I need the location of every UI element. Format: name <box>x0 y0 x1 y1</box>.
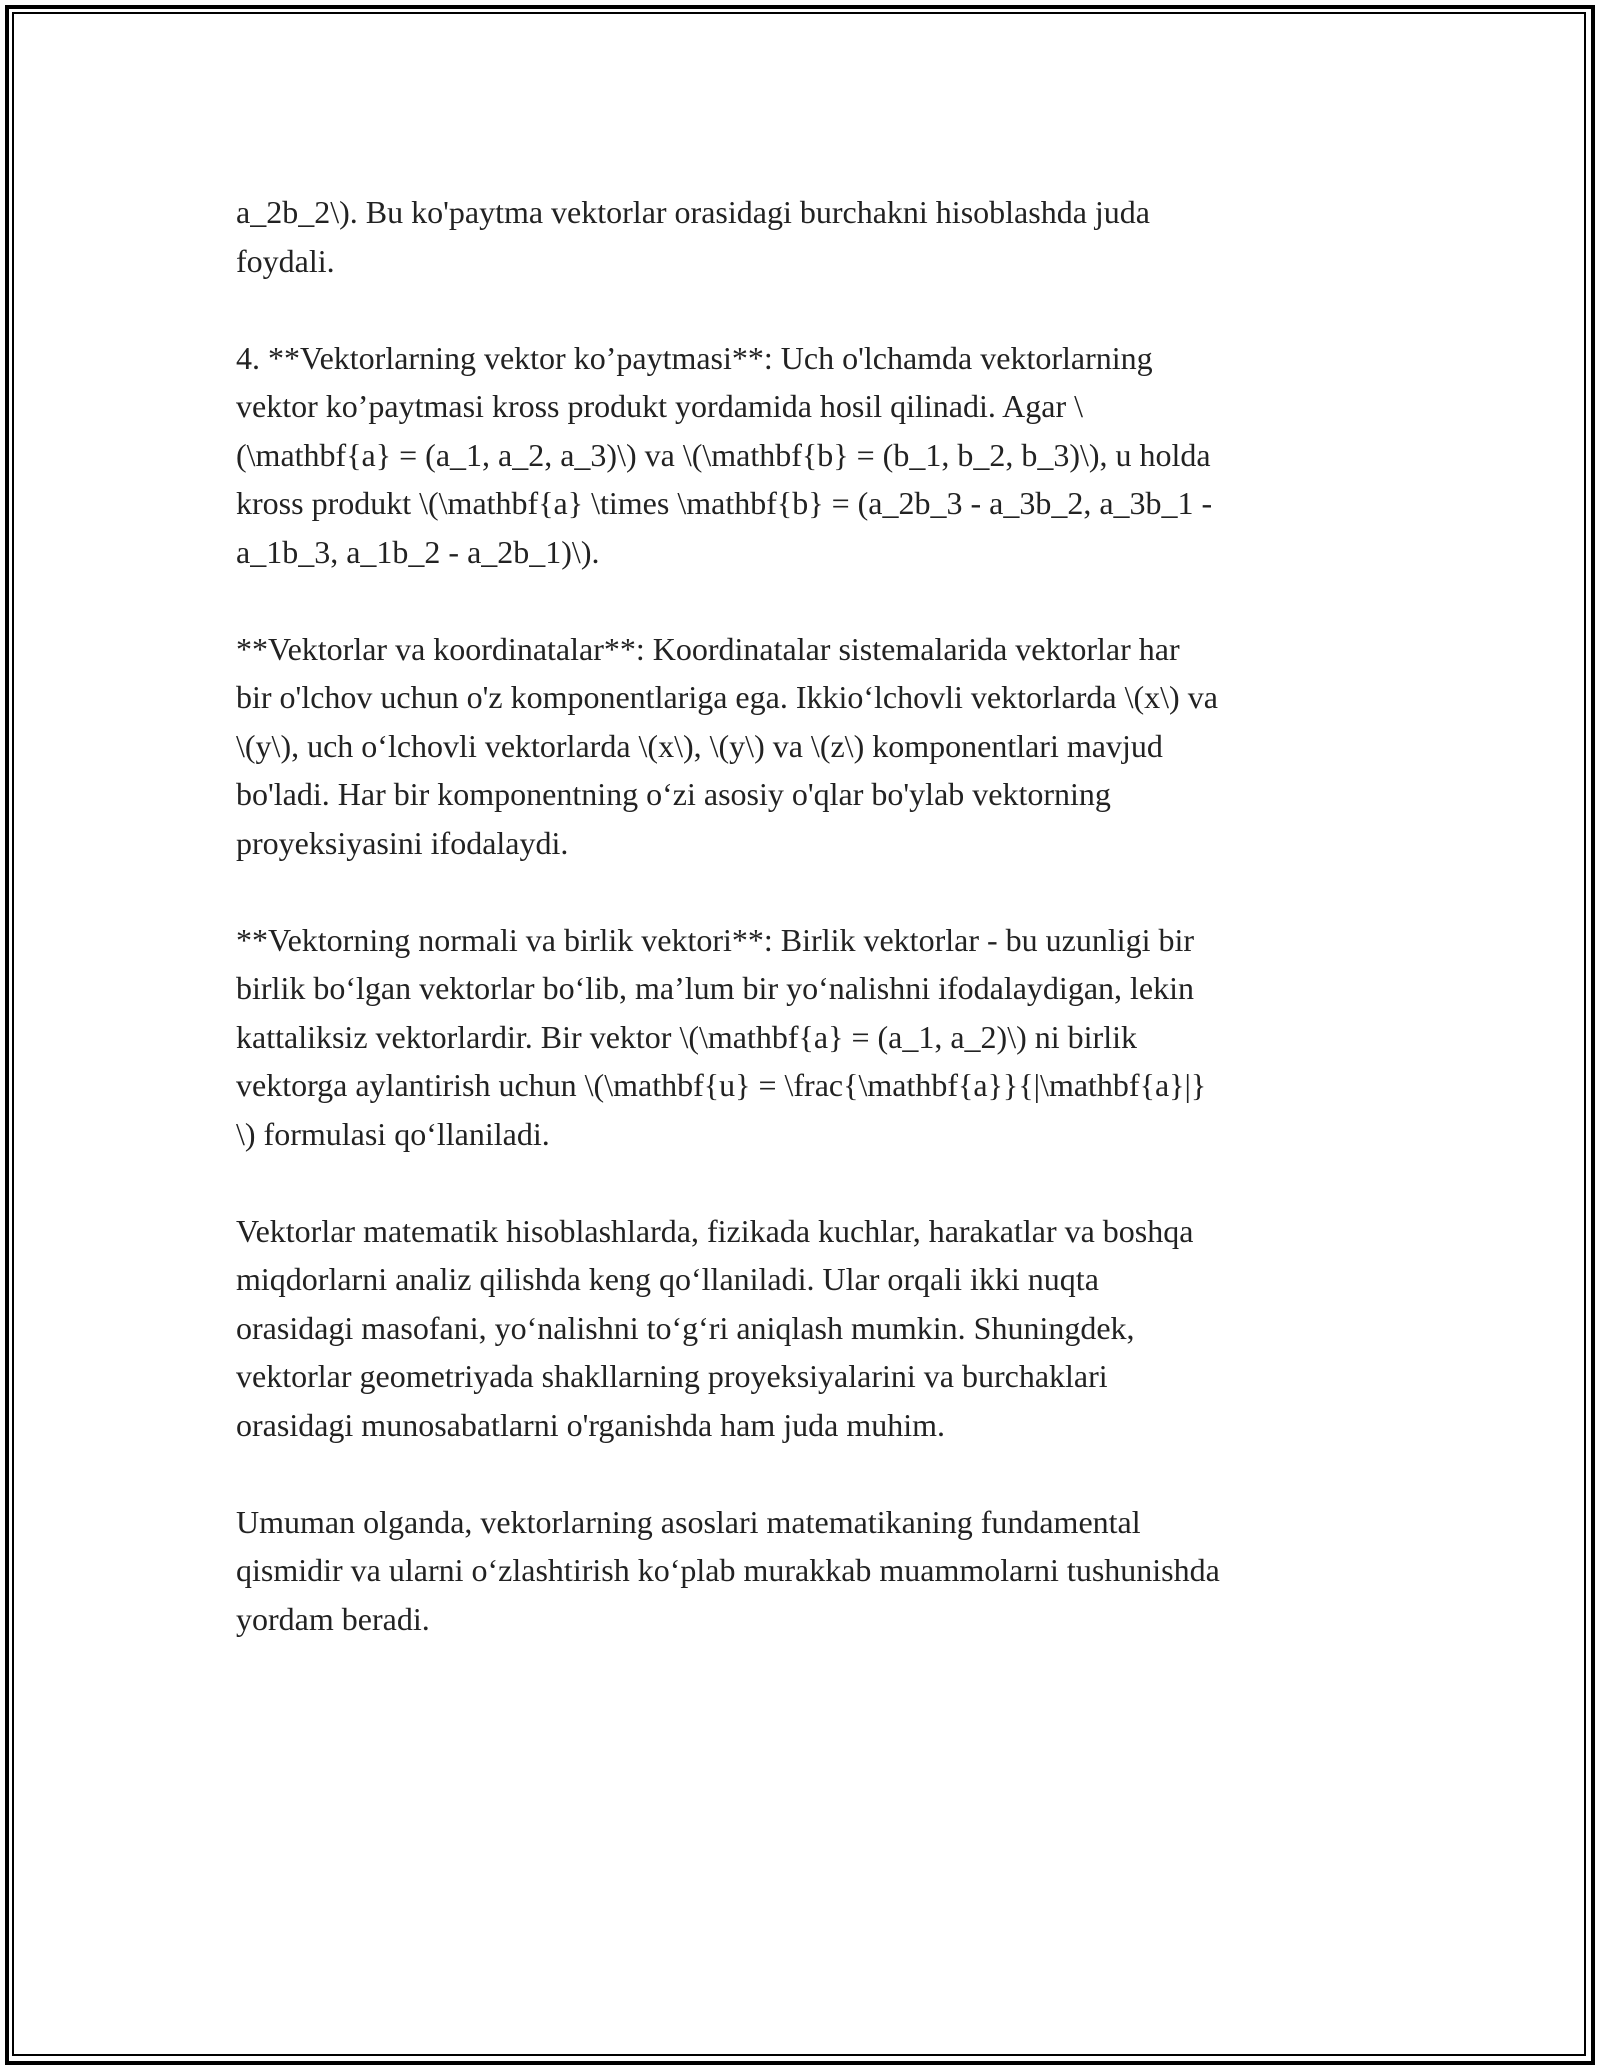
paragraph-scalar-product-end: a_2b_2\). Bu ko'paytma vektorlar orasidagi burchakni hisoblashda juda foydali. <box>236 194 1150 279</box>
paragraph-unit-vector: **Vektorning normali va birlik vektori**: Birlik vektorlar - bu uzunligi bir birlik bo‘lgan vektorlar bo‘lib, ma’lum bir yo‘nalishni ifodalaydigan, lekin kattaliksiz vektorlardir. Bir vektor \(\mathbf{a} = (a_1, a_2)\) ni birlik vektorga aylantirish uchun \(\mathbf{u} = \frac{\mathbf{a}}{|\mathbf{a}|} \) formulasi qo‘llaniladi. <box>236 921 1207 1152</box>
paragraph-conclusion: Umuman olganda, vektorlarning asoslari matematikaning fundamental qismidir va ularni o‘zlashtirish ko‘plab murakkab muammolarni tushunishda yordam beradi. <box>236 1503 1220 1637</box>
paragraph-vectors-coordinates: **Vektorlar va koordinatalar**: Koordinatalar sistemalarida vektorlar har bir o'lchov uchun o'z komponentlariga ega. Ikkio‘lchovli vektorlarda \(x\) va \(y\), uch o‘lchovli vektorlarda \(x\), \(y\) va \(z\) komponentlari mavjud bo'ladi. Har bir komponentning o‘zi asosiy o'qlar bo'ylab vektorning proyeksiyasini ifodalaydi. <box>236 630 1218 861</box>
paragraph-applications: Vektorlar matematik hisoblashlarda, fizikada kuchlar, harakatlar va boshqa miqdorlarni analiz qilishda keng qo‘llaniladi. Ular orqali ikki nuqta orasidagi masofani, yo‘nalishni to‘g‘ri aniqlash mumkin. Shuningdek, vektorlar geometriyada shakllarning proyeksiyalarini va burchaklari orasidagi munosabatlarni o'rganishda ham juda muhim. <box>236 1212 1194 1443</box>
paragraph-vector-product: 4. **Vektorlarning vektor ko’paytmasi**: Uch o'lchamda vektorlarning vektor ko’paytmasi kross produkt yordamida hosil qilinadi. Agar \ (\mathbf{a} = (a_1, a_2, a_3)\) va \(\mathbf{b} = (b_1, b_2, b_3)\), u holda kross produkt \(\mathbf{a} \times \mathbf{b} = (a_2b_3 - a_3b_2, a_3b_1 - a_1b_3, a_1b_2 - a_2b_1)\). <box>236 339 1213 570</box>
document-body <box>236 188 1376 1692</box>
